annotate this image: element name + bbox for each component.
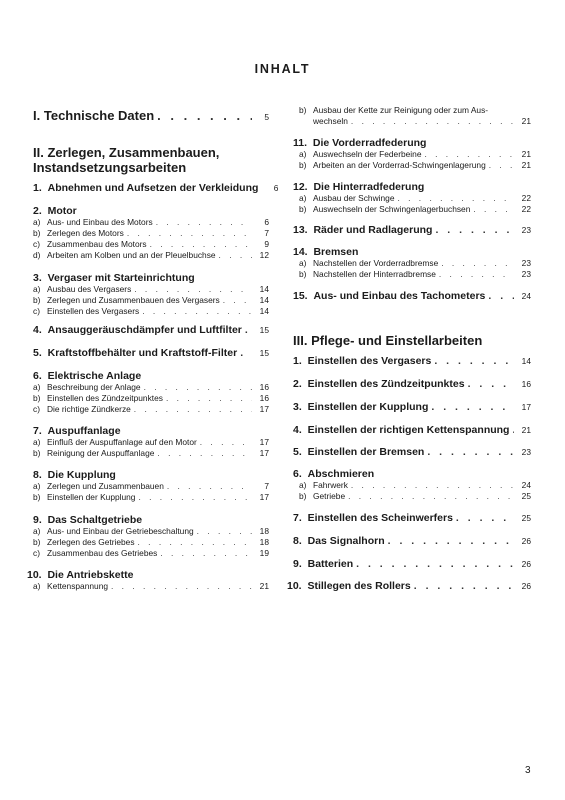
toc-section-heading: 3. Vergaser mit Starteinrichtung [33,272,195,284]
toc-subentry: a) Kettenspannung . . . 21 [33,581,269,591]
toc-entry: 8. Das Signalhorn . . . 26 [293,535,531,547]
toc-subentry: c) Zusammenbau des Motors . . . 9 [33,239,269,249]
toc-subentry: a) Auswechseln der Federbeine . . . 21 [299,149,531,159]
toc-subentry: b) Nachstellen der Hinterradbremse . . . 23 [299,269,531,279]
toc-subentry: b) Arbeiten an der Vorderrad-Schwingenlagerung . . . 21 [299,160,531,170]
toc-entry: 1. Abnehmen und Aufsetzen der Verkleidung 6 [33,182,279,194]
toc-section-heading: 12. Die Hinterradfederung [293,181,425,193]
toc-entry: 1. Einstellen des Vergasers . . . 14 [293,355,531,367]
toc-subentry: c) Die richtige Zündkerze . . . 17 [33,404,269,414]
toc-entry: 2. Einstellen des Zündzeitpunktes . . . 16 [293,378,531,390]
toc-subentry: b) Ausbau der Kette zur Reinigung oder zum Aus- [299,105,489,115]
toc-subentry-cont: wechseln . . . 21 [313,116,531,126]
toc-subentry: d) Arbeiten am Kolben und an der Pleuelbuchse . . . 12 [33,250,269,260]
toc-entry: 10. Stillegen des Rollers . . . 26 [287,580,531,592]
toc-section-heading: 6. Elektrische Anlage [33,370,142,382]
toc-subentry: a) Ausbau des Vergasers . . . 14 [33,284,269,294]
toc-entry-main-3: III. Pflege- und Einstellarbeiten [293,333,483,348]
toc-entry-main-2: II. Zerlegen, Zusammenbauen, [33,145,220,160]
toc-entry: 13. Räder und Radlagerung . . . 23 [293,224,531,236]
toc-entry-main-1: I. Technische Daten . . . 5 [33,108,269,123]
toc-subentry: a) Nachstellen der Vorderradbremse . . . 23 [299,258,531,268]
toc-subentry: b) Zerlegen des Getriebes . . . 18 [33,537,269,547]
toc-entry: 9. Batterien . . . 26 [293,558,531,570]
toc-entry: 4. Ansauggeräuschdämpfer und Luftfilter . . . 15 [33,324,269,336]
toc-section-heading: 7. Auspuffanlage [33,425,121,437]
toc-subentry: b) Getriebe . . . 25 [299,491,531,501]
toc-subentry: c) Einstellen des Vergasers . . . 14 [33,306,269,316]
toc-subentry: b) Zerlegen des Motors . . . 7 [33,228,269,238]
toc-entry: 15. Aus- und Einbau des Tachometers . . . 24 [293,290,531,302]
toc-section-heading: 11. Die Vorderradfederung [293,137,427,149]
toc-subentry: b) Reinigung der Auspuffanlage . . . 17 [33,448,269,458]
toc-subentry: b) Einstellen des Zündzeitpunktes . . . 16 [33,393,269,403]
toc-section-heading: 14. Bremsen [293,246,359,258]
toc-section-heading: 8. Die Kupplung [33,469,116,481]
toc-section-heading: 10. Die Antriebskette [27,569,134,581]
toc-subentry: a) Aus- und Einbau der Getriebeschaltung . . . 18 [33,526,269,536]
toc-entry: 4. Einstellen der richtigen Kettenspannung . . . 21 [293,424,531,436]
toc-entry: 7. Einstellen des Scheinwerfers . . . 25 [293,512,531,524]
toc-entry: 5. Kraftstoffbehälter und Kraftstoff-Filter . . . 15 [33,347,269,359]
toc-subentry: a) Zerlegen und Zusammenbauen . . . 7 [33,481,269,491]
toc-subentry: c) Zusammenbau des Getriebes . . . 19 [33,548,269,558]
page-number: 3 [525,765,531,776]
toc-subentry: a) Einfluß der Auspuffanlage auf den Motor . . . 17 [33,437,269,447]
toc-section-heading: 2. Motor [33,205,77,217]
toc-subentry: a) Ausbau der Schwinge . . . 22 [299,193,531,203]
toc-entry: 5. Einstellen der Bremsen . . . 23 [293,446,531,458]
toc-entry-main-2-cont: Instandsetzungsarbeiten [33,160,187,175]
toc-section-heading: 6. Abschmieren [293,468,375,480]
toc-entry: 3. Einstellen der Kupplung . . . 17 [293,401,531,413]
toc-subentry: a) Beschreibung der Anlage . . . 16 [33,382,269,392]
toc-subentry: b) Einstellen der Kupplung . . . 17 [33,492,269,502]
toc-subentry: b) Zerlegen und Zusammenbauen des Vergasers . . . 14 [33,295,269,305]
toc-subentry: a) Aus- und Einbau des Motors . . . 6 [33,217,269,227]
toc-section-heading: 9. Das Schaltgetriebe [33,514,143,526]
toc-subentry: a) Fahrwerk . . . 24 [299,480,531,490]
page-title: INHALT [254,62,311,76]
toc-subentry: b) Auswechseln der Schwingenlagerbuchsen . . . 22 [299,204,531,214]
